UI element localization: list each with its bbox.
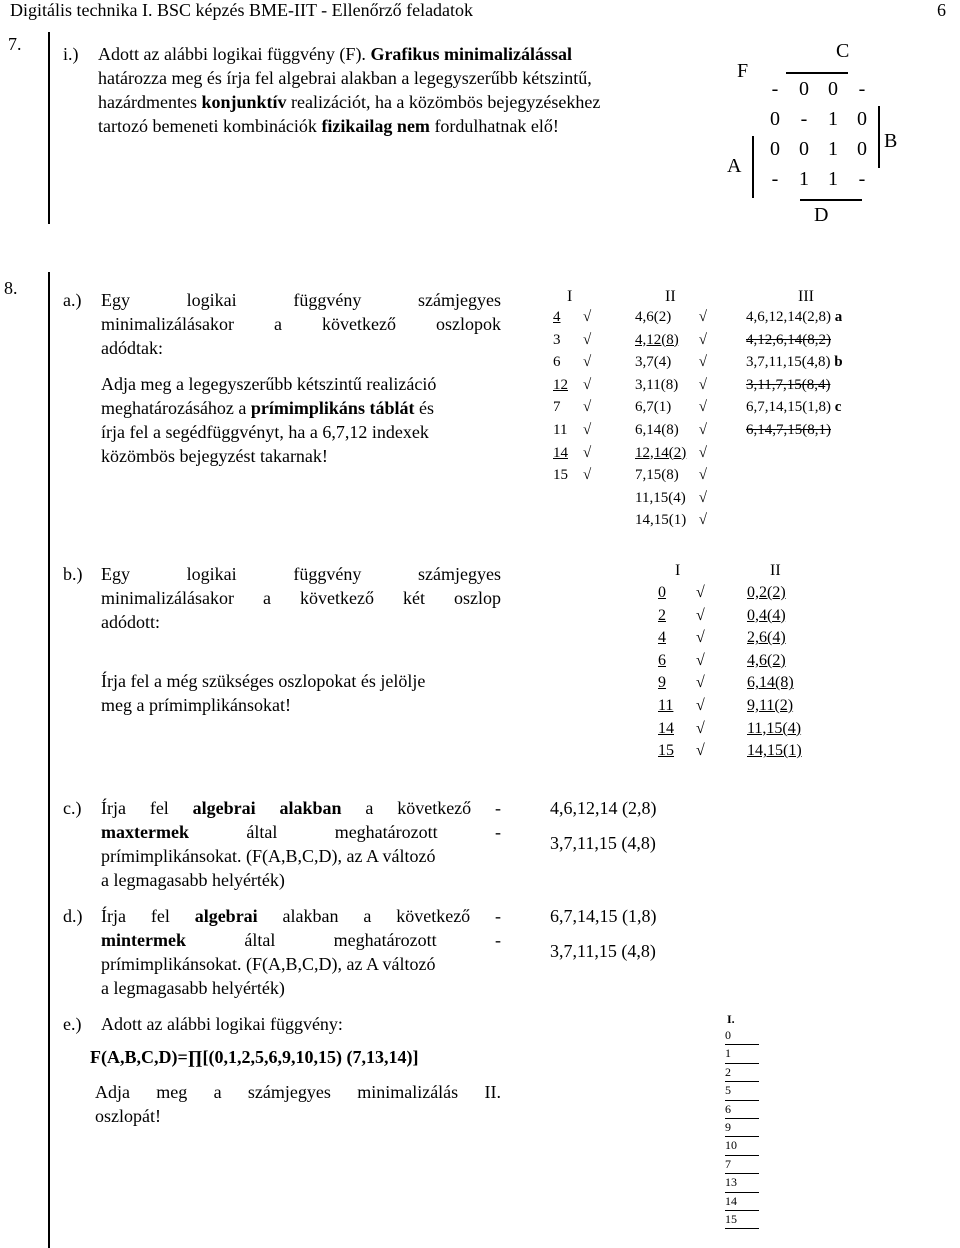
q8a-col1-row [553, 351, 591, 374]
q8a-col1-value: 14 [553, 444, 568, 461]
q7-bold-1: Grafikus minimalizálással [370, 44, 572, 64]
q8a-p2-d: és [418, 398, 434, 418]
q8a-col1 [553, 306, 591, 487]
q8b-col2-value: 11,15(4) [747, 719, 802, 737]
q8d-t2: algebrai [194, 906, 258, 926]
check-mark: √ [695, 331, 707, 348]
q8b-col1-row [658, 740, 705, 763]
q8b-col2-value: 4,6(2) [747, 651, 786, 669]
check-mark: √ [695, 421, 707, 438]
check-mark: √ [696, 696, 705, 714]
q8b-col1-head: I [675, 562, 681, 579]
kmap-label-f: F [737, 60, 749, 82]
q8a-col3-value: 4,12,6,14(8,2) [746, 331, 831, 348]
q8a-col2-value: 11,15(4) [635, 489, 686, 506]
q8e-col-value: 2 [725, 1064, 759, 1082]
kmap-label-a: A [727, 155, 742, 177]
q8b-p2-line: Írja fel a még szükséges oszlopokat és jelölje [101, 671, 426, 691]
q8b-col1-value: 11 [658, 696, 674, 714]
q8a-p2-line: Adja meg a legegyszerűbb kétszintű realizáció [101, 374, 437, 394]
check-mark: √ [695, 399, 707, 416]
kmap-cell: 0 [799, 78, 809, 100]
check-mark: √ [583, 331, 592, 348]
kmap-cell: 1 [828, 108, 838, 130]
q8c-t3: a következő - [365, 798, 502, 818]
q8d-t1: Írja fel [101, 906, 170, 926]
q7-label: i.) [63, 44, 79, 64]
kmap-cell: 0 [857, 108, 867, 130]
q8a-col2-row [635, 509, 707, 532]
kmap-cell: 0 [799, 138, 809, 160]
q8b-col2-row [747, 605, 813, 628]
q8a-col2-row [635, 419, 707, 442]
q8a-col2-value: 3,7(4) [635, 354, 672, 371]
check-mark: √ [695, 309, 707, 325]
q8b-col2-row [747, 695, 813, 718]
q8d-t3: alakban a következő - [282, 906, 502, 926]
check-mark: √ [696, 584, 705, 601]
kmap-cell: - [858, 78, 866, 100]
q8b-col1-value: 9 [658, 674, 666, 692]
kmap-cell: 1 [828, 138, 838, 160]
q8b-col2-value: 2,6(4) [747, 629, 786, 647]
q8e-label: e.) [63, 1014, 82, 1034]
q8a-col3-value: 3,11,7,15(8,4) [746, 376, 831, 393]
q8a-p1-line: minimalizálásakor a következő oszlopok [101, 314, 501, 334]
q8a-text [101, 288, 501, 468]
q8a-col3-row [746, 374, 843, 397]
q8e-col-value: 9 [725, 1119, 759, 1137]
check-mark: √ [583, 444, 592, 461]
q8a-col1-value: 7 [553, 399, 561, 416]
q8a-p1-line: Egy logikai függvény számjegyes [101, 290, 501, 310]
q8b-label: b.) [63, 564, 83, 584]
q8c-text [101, 796, 501, 892]
q8a-col1-value: 4 [553, 309, 561, 325]
q8a-col3-row [746, 419, 843, 442]
q8a-col2-value: 14,15(1) [635, 512, 687, 529]
q8d-t4: mintermek [101, 930, 186, 950]
q8a-col1-row [553, 329, 591, 352]
q8a-col3-row [746, 396, 843, 419]
q8a-col1-row [553, 464, 591, 487]
q8b-col1-value: 6 [658, 651, 666, 669]
q8a-col1-row [553, 396, 591, 419]
q7-line-4c: fordulhatnak elő! [434, 116, 559, 136]
q8a-col2-row [635, 442, 707, 465]
q8a-col2-row [635, 396, 707, 419]
check-mark: √ [583, 421, 592, 438]
q8c-term: 4,6,12,14 (2,8) [550, 798, 657, 818]
q8a-p2-line: írja fel a segédfüggvényt, ha a 6,7,12 indexek [101, 422, 429, 442]
check-mark: √ [583, 467, 592, 484]
check-mark: √ [696, 651, 705, 669]
q8b-col1 [658, 582, 705, 763]
q8b-col1-value: 15 [658, 742, 674, 760]
q8e-col-value: 0 [725, 1027, 759, 1045]
check-mark: √ [583, 376, 592, 393]
q7-line-4b: fizikailag nem [321, 116, 430, 136]
kmap-cell: - [858, 168, 866, 190]
kmap-bar-a [752, 136, 754, 198]
q8b-col2-value: 0,2(2) [747, 584, 786, 601]
q8a-col2-value: 7,15(8) [635, 467, 679, 484]
q8b-col2-value: 14,15(1) [747, 742, 802, 760]
q8b-col1-row [658, 650, 705, 673]
q8a-label: a.) [63, 290, 82, 310]
q8-left-bar [48, 272, 50, 1248]
kmap-cell: 0 [857, 138, 867, 160]
q8b-col1-value: 4 [658, 629, 666, 647]
kmap-cell: - [771, 78, 779, 100]
q8a-col2 [635, 306, 707, 532]
q8c-t4: maxtermek [101, 822, 189, 842]
q8b-col1-row [658, 582, 705, 605]
q8b-col2-row [747, 718, 813, 741]
q8a-col2-value: 12,14(2) [635, 444, 687, 461]
q8e-col-value: 10 [725, 1137, 759, 1155]
q8a-col1-value: 6 [553, 354, 561, 371]
q8b-col1-row [658, 695, 705, 718]
q8c-t5: által meghatározott - [246, 822, 502, 842]
q7-line-3c: realizációt, ha a közömbös bejegyzésekhez [291, 92, 601, 112]
q8a-col3-value: 6,14,7,15(8,1) [746, 421, 831, 438]
q8e-col-head: I. [727, 1012, 735, 1026]
q8a-col3-row [746, 351, 843, 374]
q8d-label: d.) [63, 906, 83, 926]
q8d-t6: prímimplikánsokat. (F(A,B,C,D), az A változó [101, 954, 436, 974]
q8c-label: c.) [63, 798, 82, 818]
check-mark: √ [696, 742, 705, 760]
kmap-cell: 0 [770, 108, 780, 130]
q8d-t7: a legmagasabb helyérték) [101, 978, 285, 998]
q8d-text [101, 904, 501, 1000]
q8a-col3-value: 4,6,12,14(2,8) [746, 309, 831, 325]
check-mark: √ [695, 489, 707, 506]
q8a-col3 [746, 306, 843, 442]
q8a-col2-head: II [665, 288, 676, 305]
page-header-title: Digitális technika I. BSC képzés BME-IIT - Ellenőrző feladatok [10, 0, 474, 20]
q8e-col [725, 1027, 759, 1229]
check-mark: √ [696, 606, 705, 624]
q8a-col1-row [553, 306, 591, 329]
q8c-t2: algebrai alakban [192, 798, 342, 818]
q8b-col1-row [658, 605, 705, 628]
q8b-p1-line: Egy logikai függvény számjegyes [101, 564, 501, 584]
kmap-label-c: C [836, 40, 850, 62]
q8e-col-value: 6 [725, 1101, 759, 1119]
q8a-col1-value: 12 [553, 376, 568, 393]
q8a-col1-row [553, 374, 591, 397]
q8a-col1-row [553, 419, 591, 442]
q8e-col-value: 1 [725, 1045, 759, 1063]
q8a-col1-head: I [567, 288, 573, 305]
prime-implicant-tag: c [831, 399, 842, 416]
kmap-label-b: B [884, 130, 898, 152]
q8e-col-value: 15 [725, 1211, 759, 1229]
q8a-col2-value: 4,12(8) [635, 331, 679, 348]
q8b-col1-row [658, 718, 705, 741]
q8a-col2-row [635, 487, 707, 510]
q8b-col2-row [747, 740, 813, 763]
q8a-col3-head: III [798, 288, 814, 305]
q8e-t2-line: oszlopát! [95, 1106, 161, 1126]
kmap-bar-b [878, 106, 880, 168]
question-number-7: 7. [8, 34, 22, 54]
q8a-col2-value: 6,14(8) [635, 421, 679, 438]
q8c-term: 3,7,11,15 (4,8) [550, 833, 656, 853]
q8b-col2-head: II [770, 562, 781, 579]
q8b-col2-row [747, 627, 813, 650]
q8a-col2-value: 3,11(8) [635, 376, 679, 393]
q8a-p2-line: közömbös bejegyzést takarnak! [101, 446, 328, 466]
q8e-formula: F(A,B,C,D)=∏[(0,1,2,5,6,9,10,15) (7,13,14)] [90, 1047, 419, 1067]
q7-line-4a: tartozó bemeneti kombinációk [98, 116, 317, 136]
q8a-col3-value: 3,7,11,15(4,8) [746, 354, 831, 371]
q8a-col2-row [635, 351, 707, 374]
q8a-col2-row [635, 374, 707, 397]
q7-line-3a: hazárdmentes [98, 92, 197, 112]
check-mark: √ [695, 512, 707, 529]
kmap-label-d: D [814, 204, 829, 226]
check-mark: √ [695, 467, 707, 484]
q8a-col1-value: 11 [553, 421, 568, 438]
kmap-cell: 0 [770, 138, 780, 160]
q8b-col2-value: 9,11(2) [747, 696, 794, 714]
q8e-col-value: 7 [725, 1156, 759, 1174]
q8a-col3-row [746, 306, 843, 329]
q8a-col3-value: 6,7,14,15(1,8) [746, 399, 831, 416]
q8b-col2-row [747, 650, 813, 673]
q8b-p1-line: adódott: [101, 612, 160, 632]
q8a-col2-row [635, 306, 707, 329]
q8e-col-value: 14 [725, 1193, 759, 1211]
q8a-p1-line: adódtak: [101, 338, 163, 358]
check-mark: √ [696, 719, 705, 737]
q8d-term: 3,7,11,15 (4,8) [550, 941, 656, 961]
q8a-col3-row [746, 329, 843, 352]
prime-implicant-tag: b [830, 354, 843, 371]
q8a-col2-row [635, 329, 707, 352]
kmap-cell: - [800, 108, 808, 130]
q8a-col2-row [635, 464, 707, 487]
q8a-col1-value: 3 [553, 331, 561, 348]
prime-implicant-tag: a [831, 309, 843, 325]
karnaugh-map [0, 0, 960, 240]
q7-line-3b: konjunktív [201, 92, 287, 112]
q8b-col2 [747, 582, 813, 763]
q8b-col1-value: 0 [658, 584, 666, 601]
q7-text-1: Adott az alábbi logikai függvény (F). [98, 44, 366, 64]
q8c-t1: Írja fel [101, 798, 169, 818]
q8d-term: 6,7,14,15 (1,8) [550, 906, 657, 926]
q8b-text [101, 562, 501, 717]
check-mark: √ [696, 674, 705, 692]
q8b-col1-row [658, 627, 705, 650]
kmap-cell: - [771, 168, 779, 190]
kmap-cell: 1 [799, 168, 809, 190]
check-mark: √ [695, 444, 707, 461]
q8c-t7: a legmagasabb helyérték) [101, 870, 285, 890]
q8e-col-value: 5 [725, 1082, 759, 1100]
q7-line-2: határozza meg és írja fel algebrai alakban a legegyszerűbb kétszintű, [98, 68, 592, 88]
q8b-p1-line: minimalizálásakor a következő két oszlop [101, 588, 501, 608]
q8b-col1-value: 14 [658, 719, 674, 737]
q8a-p2-c: prímimplikáns táblát [250, 398, 415, 418]
check-mark: √ [695, 376, 707, 393]
check-mark: √ [583, 399, 592, 416]
kmap-cell: 1 [828, 168, 838, 190]
check-mark: √ [696, 629, 705, 647]
q8a-p2-b: meghatározásához a [101, 398, 247, 418]
q8e-t2 [95, 1080, 501, 1128]
q8b-col2-row [747, 582, 813, 605]
q8a-col1-row [553, 442, 591, 465]
q8e-t2-line: Adja meg a számjegyes minimalizálás II. [95, 1082, 501, 1102]
q8e-col-value: 13 [725, 1174, 759, 1192]
question-number-8: 8. [4, 278, 18, 298]
kmap-cell: 0 [828, 78, 838, 100]
q8a-col2-value: 4,6(2) [635, 309, 672, 325]
q8b-col2-value: 0,4(4) [747, 606, 786, 624]
q8b-col1-row [658, 672, 705, 695]
q8b-col2-row [747, 672, 813, 695]
q8b-col1-value: 2 [658, 606, 666, 624]
check-mark: √ [583, 309, 592, 325]
q8a-col2-value: 6,7(1) [635, 399, 672, 416]
q8c-t6: prímimplikánsokat. (F(A,B,C,D), az A változó [101, 846, 436, 866]
check-mark: √ [583, 354, 592, 371]
page-number: 6 [937, 0, 946, 20]
q8b-p2-line: meg a prímimplikánsokat! [101, 695, 291, 715]
q8b-col2-value: 6,14(8) [747, 674, 794, 692]
q8e-t1: Adott az alábbi logikai függvény: [101, 1014, 343, 1034]
kmap-bar-d [800, 199, 862, 201]
q8d-t5: által meghatározott - [244, 930, 501, 950]
q8a-col1-value: 15 [553, 467, 568, 484]
check-mark: √ [695, 354, 707, 371]
